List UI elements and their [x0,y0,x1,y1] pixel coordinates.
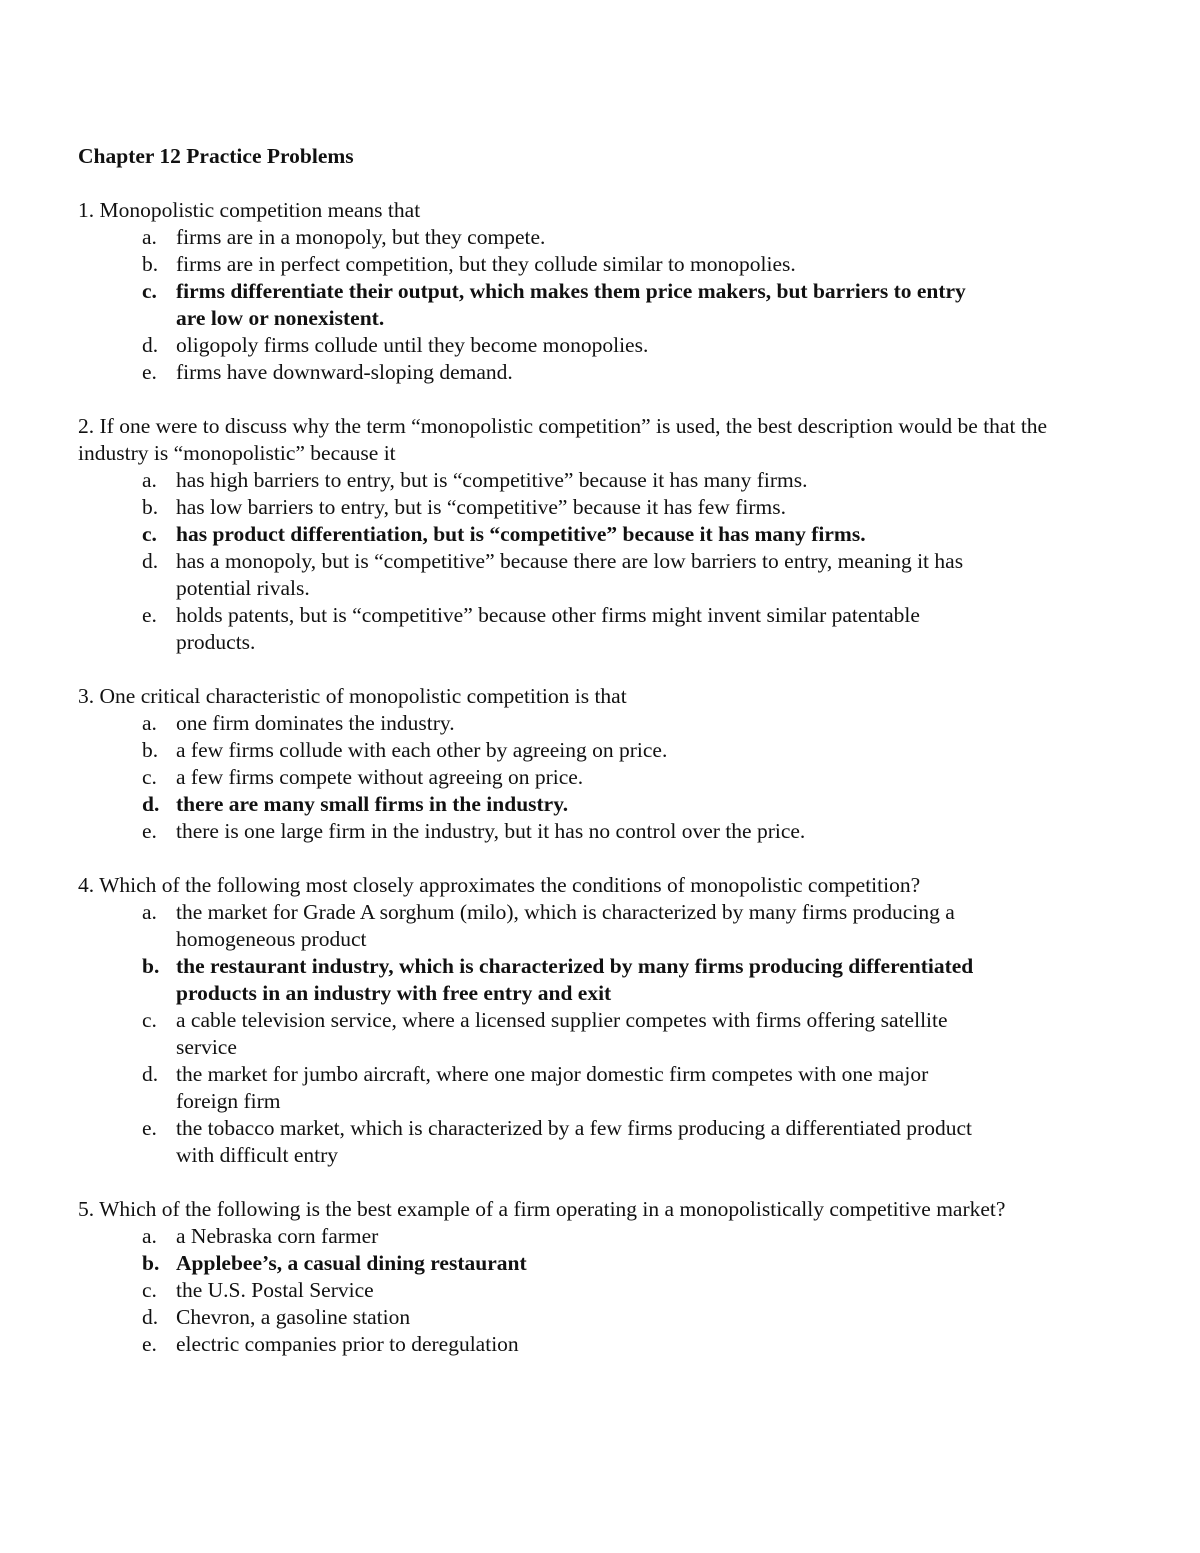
answer-option-e [78,1331,976,1358]
option-letter: c. [142,1278,157,1302]
answer-option-c [78,1007,976,1061]
question-stem: 5. Which of the following is the best example of a firm operating in a monopolistically competitive market? [78,1197,1006,1221]
answer-option-c-correct [78,521,1076,548]
option-text: firms have downward-sloping demand. [176,360,513,384]
answer-option-c [78,1277,976,1304]
page-title: Chapter 12 Practice Problems [78,144,354,168]
answer-option-d [78,332,976,359]
option-letter: a. [142,711,157,735]
option-text: has product differentiation, but is “competitive” because it has many firms. [176,522,866,546]
answer-options [78,899,1118,1169]
answer-option-b [78,251,976,278]
option-letter: a. [142,1224,157,1248]
option-letter: e. [142,1332,157,1356]
option-letter: a. [142,225,157,249]
answer-option-b-correct [78,953,976,1007]
option-text: holds patents, but is “competitive” because other firms might invent similar patentable products. [176,603,920,654]
option-text: oligopoly firms collude until they become monopolies. [176,333,649,357]
answer-option-e [78,602,976,656]
option-letter: d. [142,333,159,357]
answer-option-a [78,1223,976,1250]
answer-options [78,467,1118,656]
answer-option-c-correct [78,278,976,332]
option-text: has low barriers to entry, but is “competitive” because it has few firms. [176,495,786,519]
option-letter: c. [142,279,157,303]
option-letter: a. [142,468,157,492]
question-stem: 4. Which of the following most closely approximates the conditions of monopolistic competition? [78,873,921,897]
option-text: a Nebraska corn farmer [176,1224,379,1248]
option-letter: a. [142,900,157,924]
option-text: a few firms compete without agreeing on price. [176,765,584,789]
option-text: one firm dominates the industry. [176,711,455,735]
question-stem: 3. One critical characteristic of monopolistic competition is that [78,684,627,708]
option-text: firms differentiate their output, which makes them price makers, but barriers to entry are low or nonexistent. [176,279,966,330]
option-letter: d. [142,1305,159,1329]
option-text: firms are in a monopoly, but they compete. [176,225,546,249]
option-text: the restaurant industry, which is characterized by many firms producing differentiated products in an industry with free entry and exit [176,954,974,1005]
option-letter: e. [142,819,157,843]
answer-options [78,1223,1118,1358]
answer-option-b [78,737,976,764]
answer-option-b [78,494,976,521]
answer-option-e [78,1115,976,1169]
option-text: firms are in perfect competition, but they collude similar to monopolies. [176,252,796,276]
answer-option-a [78,467,976,494]
option-letter: e. [142,360,157,384]
option-letter: d. [142,792,160,816]
option-letter: e. [142,1116,157,1140]
document-content [78,143,1118,1385]
question-3 [78,683,1118,845]
option-letter: b. [142,495,159,519]
option-letter: b. [142,738,159,762]
answer-option-d [78,1304,976,1331]
option-letter: c. [142,522,157,546]
option-letter: b. [142,252,159,276]
option-letter: b. [142,1251,160,1275]
option-letter: b. [142,954,160,978]
option-text: a few firms collude with each other by agreeing on price. [176,738,668,762]
option-text: Applebee’s, a casual dining restaurant [176,1251,527,1275]
answer-option-a [78,224,976,251]
option-text: electric companies prior to deregulation [176,1332,519,1356]
option-text: the market for jumbo aircraft, where one major domestic firm competes with one major foreign firm [176,1062,929,1113]
option-text: there is one large firm in the industry, but it has no control over the price. [176,819,806,843]
question-5 [78,1196,1118,1358]
option-letter: d. [142,1062,159,1086]
option-letter: d. [142,549,159,573]
question-4 [78,872,1118,1169]
question-stem: 1. Monopolistic competition means that [78,198,421,222]
option-text: has a monopoly, but is “competitive” because there are low barriers to entry, meaning it has potential rivals. [176,549,964,600]
option-letter: c. [142,765,157,789]
option-text: Chevron, a gasoline station [176,1305,411,1329]
question-stem: 2. If one were to discuss why the term “monopolistic competition” is used, the best description would be that the industry is “monopolistic” because it [78,414,1048,465]
option-text: the U.S. Postal Service [176,1278,374,1302]
answer-option-b-correct [78,1250,976,1277]
question-2 [78,413,1118,656]
option-text: the tobacco market, which is characterized by a few firms producing a differentiated product with difficult entry [176,1116,972,1167]
answer-option-e [78,359,976,386]
option-letter: c. [142,1008,157,1032]
option-text: a cable television service, where a licensed supplier competes with firms offering satellite service [176,1008,948,1059]
answer-option-e [78,818,976,845]
question-1 [78,197,1118,386]
answer-option-d [78,548,976,602]
answer-option-c [78,764,976,791]
answer-options [78,710,1118,845]
option-letter: e. [142,603,157,627]
answer-options [78,224,1118,386]
answer-option-d [78,1061,976,1115]
answer-option-d-correct [78,791,976,818]
option-text: there are many small firms in the industry. [176,792,569,816]
option-text: the market for Grade A sorghum (milo), which is characterized by many firms producing a homogeneous product [176,900,955,951]
answer-option-a [78,710,976,737]
option-text: has high barriers to entry, but is “competitive” because it has many firms. [176,468,808,492]
answer-option-a [78,899,976,953]
